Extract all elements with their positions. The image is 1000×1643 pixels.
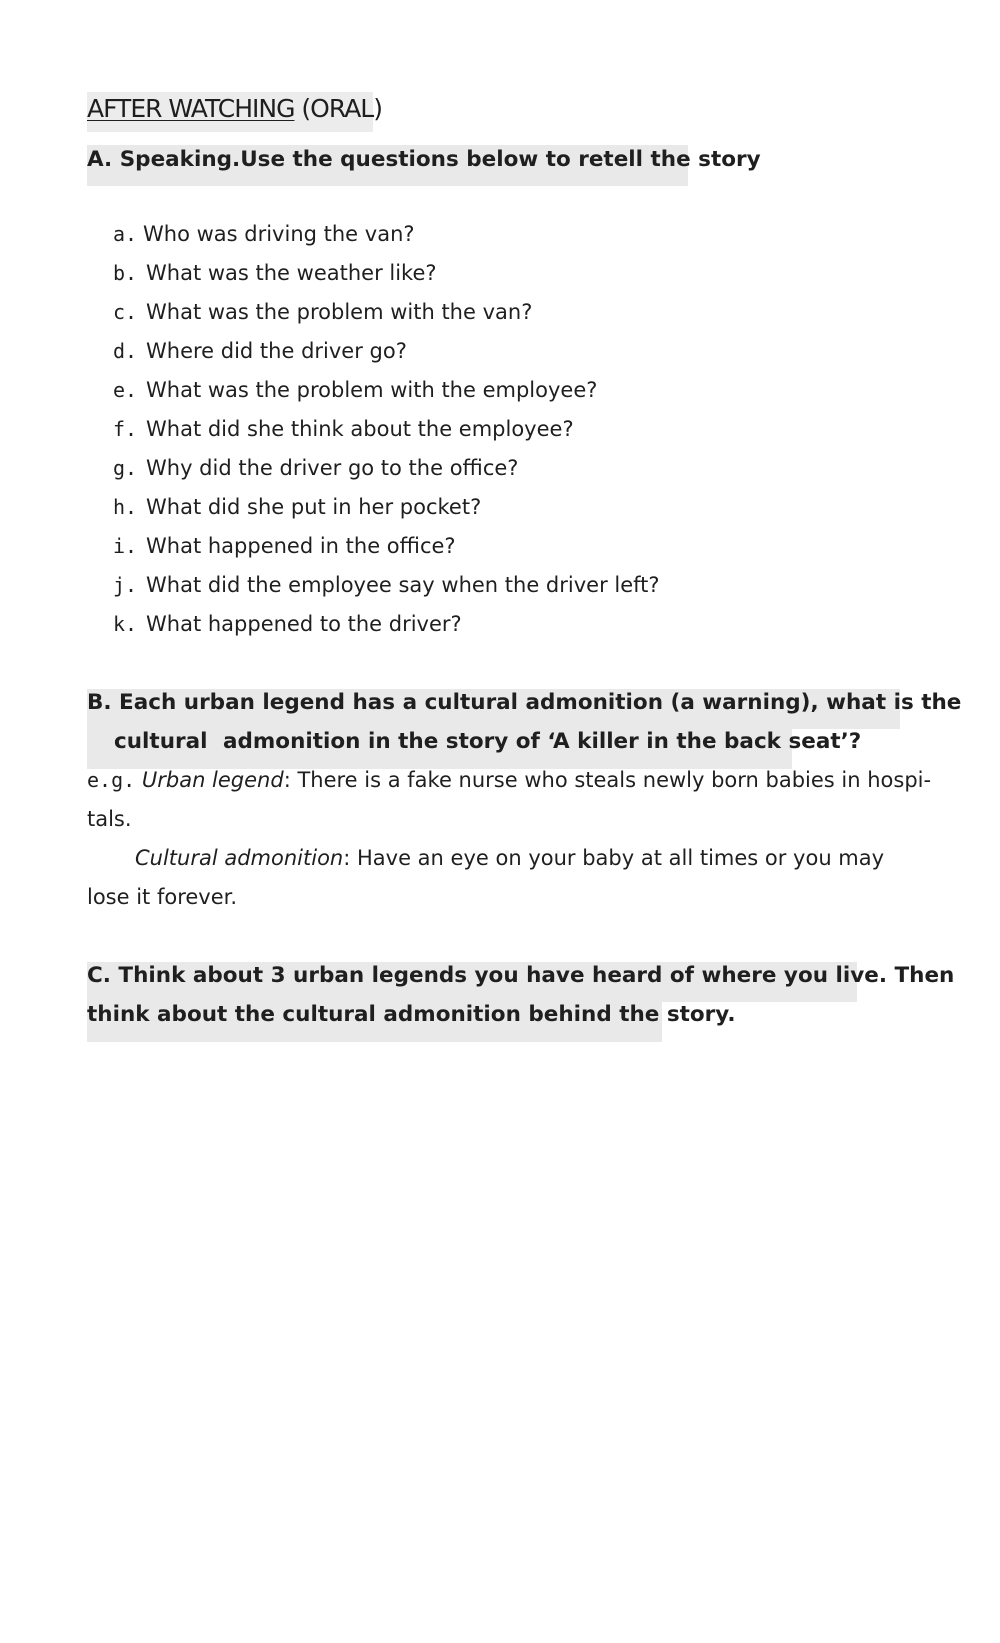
page-title-rest: (ORAL): [294, 94, 382, 123]
question-text: What was the problem with the employee?: [146, 378, 598, 402]
question-item: [113, 456, 660, 495]
example-admonition-line: [135, 846, 884, 870]
question-list: [113, 222, 660, 651]
example-admonition-label: Cultural admonition: [135, 846, 344, 870]
question-letter: d.: [113, 339, 138, 363]
question-letter: i.: [113, 534, 138, 558]
question-item: [113, 261, 660, 300]
question-item: [113, 417, 660, 456]
section-b-heading-line2-part1: cultural: [114, 729, 208, 754]
question-item: [113, 573, 660, 612]
section-b-heading-line2-part2: admonition in the story of ‘A killer in the back seat’?: [223, 729, 862, 754]
question-letter: j.: [113, 573, 138, 597]
question-letter: c.: [113, 300, 138, 324]
example-admonition-continuation: lose it forever.: [87, 885, 238, 909]
question-letter: g.: [113, 456, 138, 480]
section-a-heading: A. Speaking.Use the questions below to retell the story: [87, 147, 761, 172]
question-text: Where did the driver go?: [146, 339, 407, 363]
question-text: What was the problem with the van?: [146, 300, 533, 324]
question-item: [113, 378, 660, 417]
example-prefix: e.g.: [87, 768, 136, 792]
question-item: [113, 339, 660, 378]
question-letter: k.: [113, 612, 138, 636]
example-admonition-text: : Have an eye on your baby at all times or you may: [343, 846, 885, 870]
section-c-heading-line1: C. Think about 3 urban legends you have heard of where you live. Then: [87, 963, 955, 988]
question-text: What did the employee say when the driver left?: [146, 573, 660, 597]
question-item: [113, 495, 660, 534]
question-text: What happened in the office?: [146, 534, 456, 558]
example-legend-text: : There is a fake nurse who steals newly born babies in hospi-: [283, 768, 932, 792]
question-item: [113, 222, 660, 261]
page-title-underlined: AFTER WATCHING: [87, 94, 295, 123]
question-item: [113, 534, 660, 573]
question-letter: a.: [113, 222, 138, 246]
question-text: Why did the driver go to the office?: [146, 456, 519, 480]
example-legend-label: Urban legend: [141, 768, 284, 792]
question-text: What did she think about the employee?: [146, 417, 574, 441]
question-text: What did she put in her pocket?: [146, 495, 482, 519]
example-legend-line: [87, 768, 931, 792]
section-b-heading-line1: B. Each urban legend has a cultural admonition (a warning), what is the: [87, 690, 962, 715]
question-text: What happened to the driver?: [146, 612, 462, 636]
question-text: Who was driving the van?: [143, 222, 415, 246]
question-letter: b.: [113, 261, 138, 285]
page-title: [87, 94, 382, 123]
question-letter: h.: [113, 495, 138, 519]
section-c-heading-line2: think about the cultural admonition behind the story.: [87, 1002, 736, 1027]
question-letter: f.: [113, 417, 138, 441]
question-item: [113, 300, 660, 339]
question-text: What was the weather like?: [146, 261, 437, 285]
example-legend-continuation: tals.: [87, 807, 132, 831]
question-item: [113, 612, 660, 651]
question-letter: e.: [113, 378, 138, 402]
